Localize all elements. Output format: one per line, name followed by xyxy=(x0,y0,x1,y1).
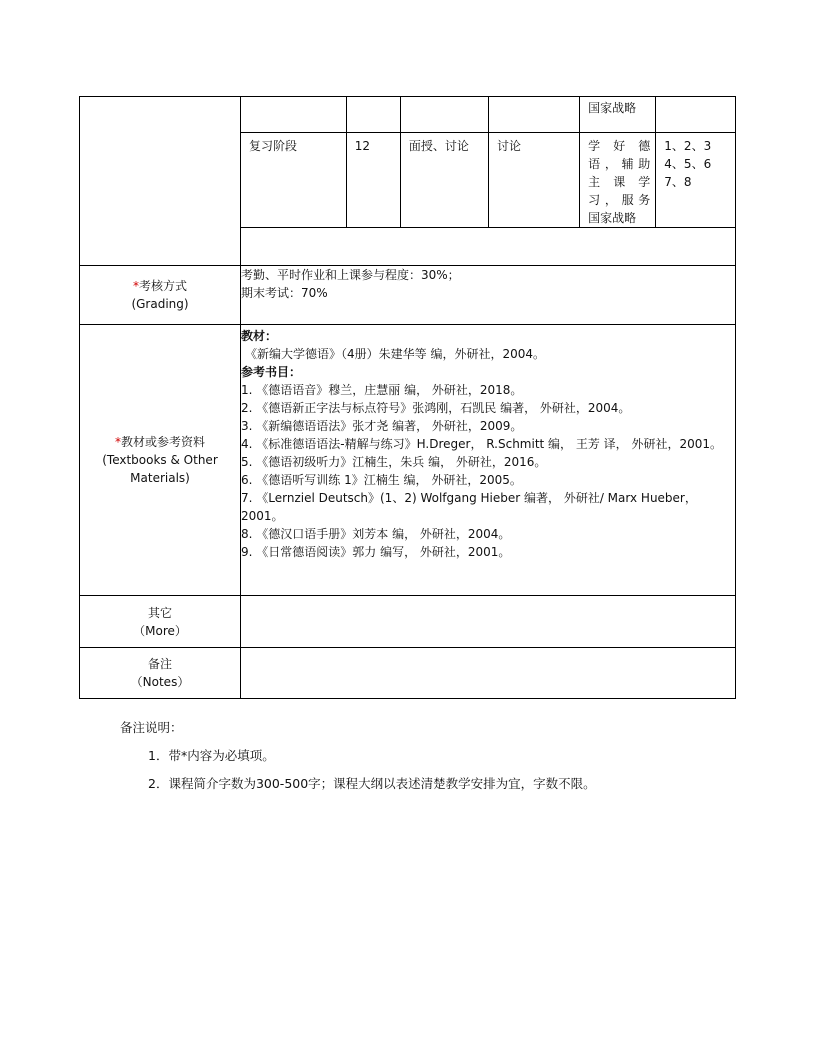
hours-cell: 12 xyxy=(346,133,400,228)
ref-item: 7. 《Lernziel Deutsch》(1、2) Wolfgang Hieber 编著， 外研社/ Marx Hueber，2001。 xyxy=(241,491,697,523)
grading-row xyxy=(80,266,736,325)
notes-row xyxy=(80,648,736,699)
footnotes xyxy=(120,718,596,794)
ref-item: 2. 《德语新正字法与标点符号》张鸿刚，石凯民 编著， 外研社，2004。 xyxy=(241,401,631,415)
footnotes-title: 备注说明： xyxy=(120,720,183,735)
schedule-row-1 xyxy=(241,97,735,133)
more-content xyxy=(241,596,736,648)
refs-heading: 参考书目： xyxy=(241,365,302,379)
ref-item: 5. 《德语初级听力》江楠生，朱兵 编， 外研社，2016。 xyxy=(241,455,547,469)
schedule-row-2 xyxy=(241,133,735,228)
ref-item: 6. 《德语听写训练 1》江楠生 编， 外研社，2005。 xyxy=(241,473,522,487)
textbooks-row xyxy=(80,325,736,596)
textbooks-label: *教材或参考资料 (Textbooks & Other Materials) xyxy=(80,325,241,596)
schedule-label-cell xyxy=(80,97,241,266)
grading-label: *考核方式 (Grading) xyxy=(80,266,241,325)
footnote-item: 2．课程简介字数为300-500字；课程大纲以表述清楚教学安排为宜，字数不限。 xyxy=(148,776,596,791)
textbook-heading: 教材： xyxy=(241,329,278,343)
activity-cell: 讨论 xyxy=(488,133,579,228)
ref-item: 4. 《标准德语语法-精解与练习》H.Dreger， R.Schmitt 编， 王芳 译， 外研社，2001。 xyxy=(241,437,723,451)
syllabus-table xyxy=(79,96,736,699)
footnote-item: 1．带*内容为必填项。 xyxy=(148,748,275,763)
schedule-table xyxy=(241,97,735,265)
stage-cell: 复习阶段 xyxy=(241,133,346,228)
schedule-row xyxy=(80,97,736,266)
more-row xyxy=(80,596,736,648)
textbooks-content xyxy=(241,325,736,596)
ref-item: 8. 《德汉口语手册》刘芳本 编， 外研社，2004。 xyxy=(241,527,511,541)
goal-cell: 学 好 德 语，辅助 主 课 学 习，服务 国家战略 xyxy=(580,133,656,228)
ref-item: 9. 《日常德语阅读》郭力 编写， 外研社，2001。 xyxy=(241,545,511,559)
schedule-row-empty xyxy=(241,228,735,266)
ref-item: 3. 《新编德语语法》张才尧 编著， 外研社，2009。 xyxy=(241,419,523,433)
goal-cell: 国家战略 xyxy=(580,97,656,133)
notes-label: 备注 （Notes） xyxy=(80,648,241,699)
textbook-entry: 《新编大学德语》（4册）朱建华等 编，外研社，2004。 xyxy=(245,347,545,361)
schedule-cell xyxy=(241,97,736,266)
grading-content: 考勤、平时作业和上课参与程度：30%； 期末考试：70% xyxy=(241,266,736,325)
objectives-cell: 1、2、3 4、5、6 7、8 xyxy=(656,133,735,228)
method-cell: 面授、讨论 xyxy=(400,133,488,228)
more-label: 其它 （More） xyxy=(80,596,241,648)
notes-content xyxy=(241,648,736,699)
ref-item: 1. 《德语语音》穆兰，庄慧丽 编， 外研社，2018。 xyxy=(241,383,523,397)
